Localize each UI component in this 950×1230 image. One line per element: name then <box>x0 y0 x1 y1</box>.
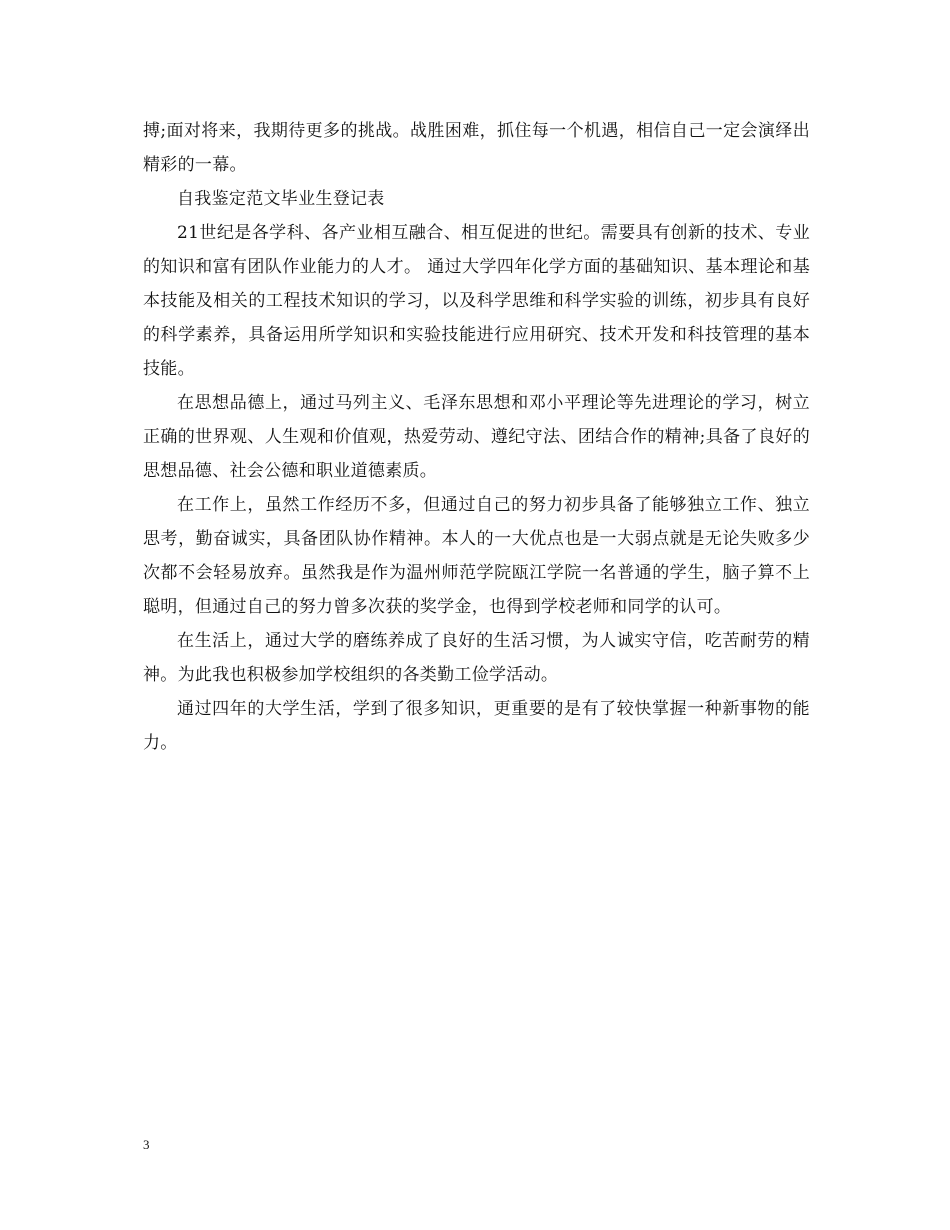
paragraph-section-heading: 自我鉴定范文毕业生登记表 <box>177 189 385 209</box>
paragraph-ideology: 在思想品德上，通过马列主义、毛泽东思想和邓小平理论等先进理论的学习，树立正确的世界观、人生观和价值观，热爱劳动、遵纪守法、团结合作的精神;具备了良好的思想品德、社会公德和职业道德素质。 <box>143 393 810 481</box>
paragraph-conclusion: 通过四年的大学生活，学到了很多知识，更重要的是有了较快掌握一种新事物的能力。 <box>143 699 810 753</box>
paragraph-life: 在生活上，通过大学的磨练养成了良好的生活习惯，为人诚实守信，吃苦耐劳的精神。为此我也积极参加学校组织的各类勤工俭学活动。 <box>143 631 810 685</box>
page-number: 3 <box>143 1137 150 1152</box>
paragraph-work: 在工作上，虽然工作经历不多，但通过自己的努力初步具备了能够独立工作、独立思考，勤奋诚实，具备团队协作精神。本人的一大优点也是一大弱点就是无论失败多少次都不会轻易放弃。虽然我是作为温州师范学院瓯江学院一名普通的学生，脑子算不上聪明，但通过自己的努力曾多次获的奖学金，也得到学校老师和同学的认可。 <box>143 495 810 617</box>
paragraph-intro: 21世纪是各学科、各产业相互融合、相互促进的世纪。需要具有创新的技术、专业的知识和富有团队作业能力的人才。 通过大学四年化学方面的基础知识、基本理论和基本技能及相关的工程技术知识的学习，以及科学思维和科学实验的训练，初步具有良好的科学素养，具备运用所学知识和实验技能进行应用研究、技术开发和科技管理的基本技能。 <box>143 223 810 379</box>
document-body <box>143 114 810 760</box>
paragraph-continuation: 搏;面对将来，我期待更多的挑战。战胜困难，抓住每一个机遇，相信自己一定会演绎出精彩的一幕。 <box>143 121 810 175</box>
